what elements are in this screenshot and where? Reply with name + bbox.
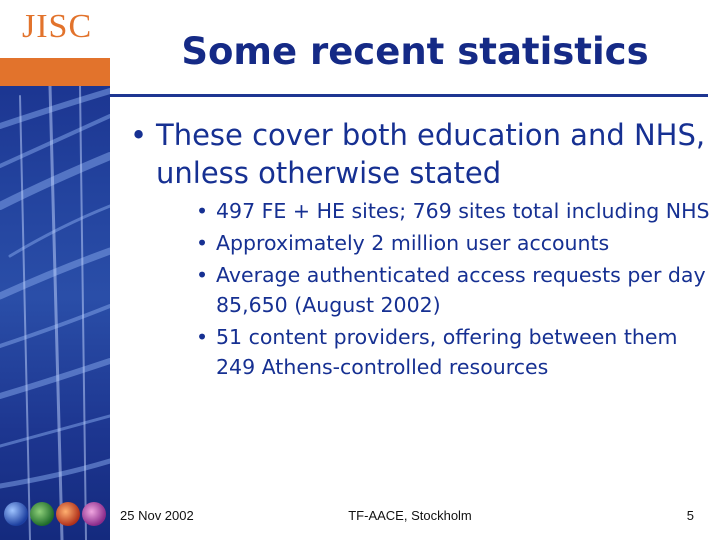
bullet-marker: • <box>196 263 209 287</box>
thumbnail-blue-network <box>4 502 28 526</box>
sub-bullet-text: Approximately 2 million user accounts <box>216 231 610 255</box>
light-streaks-graphic <box>0 86 110 540</box>
logo-orange-bar <box>0 58 110 86</box>
footer-date: 25 Nov 2002 <box>120 508 194 523</box>
bullet-marker: • <box>196 231 209 255</box>
sub-bullet-text: Average authenticated access requests per day 85,650 (August 2002) <box>216 263 706 317</box>
list-item <box>196 228 716 258</box>
footer-thumbnails <box>4 502 108 532</box>
slide-title: Some recent statistics <box>181 30 649 73</box>
list-item <box>196 322 716 382</box>
main-bullet <box>130 116 710 192</box>
bullet-marker: • <box>130 118 148 152</box>
thumbnail-red-fibres <box>56 502 80 526</box>
list-item <box>196 260 716 320</box>
thumbnail-green-plant <box>30 502 54 526</box>
logo-area <box>0 0 110 86</box>
sub-bullet-text: 51 content providers, offering between them 249 Athens-controlled resources <box>216 325 678 379</box>
page-number: 5 <box>686 508 694 523</box>
jisc-logo: JISC <box>22 8 93 45</box>
sub-bullet-text: 497 FE + HE sites; 769 sites total including NHS <box>216 199 710 223</box>
thumbnail-pink-cells <box>82 502 106 526</box>
title-divider <box>110 94 708 97</box>
list-item <box>196 196 716 226</box>
main-bullet-text: These cover both education and NHS, unless otherwise stated <box>156 118 706 190</box>
bullet-marker: • <box>196 199 209 223</box>
footer-event: TF-AACE, Stockholm <box>348 508 472 523</box>
sub-bullet-list <box>196 196 716 384</box>
bullet-marker: • <box>196 325 209 349</box>
decorative-sidebar <box>0 0 110 540</box>
